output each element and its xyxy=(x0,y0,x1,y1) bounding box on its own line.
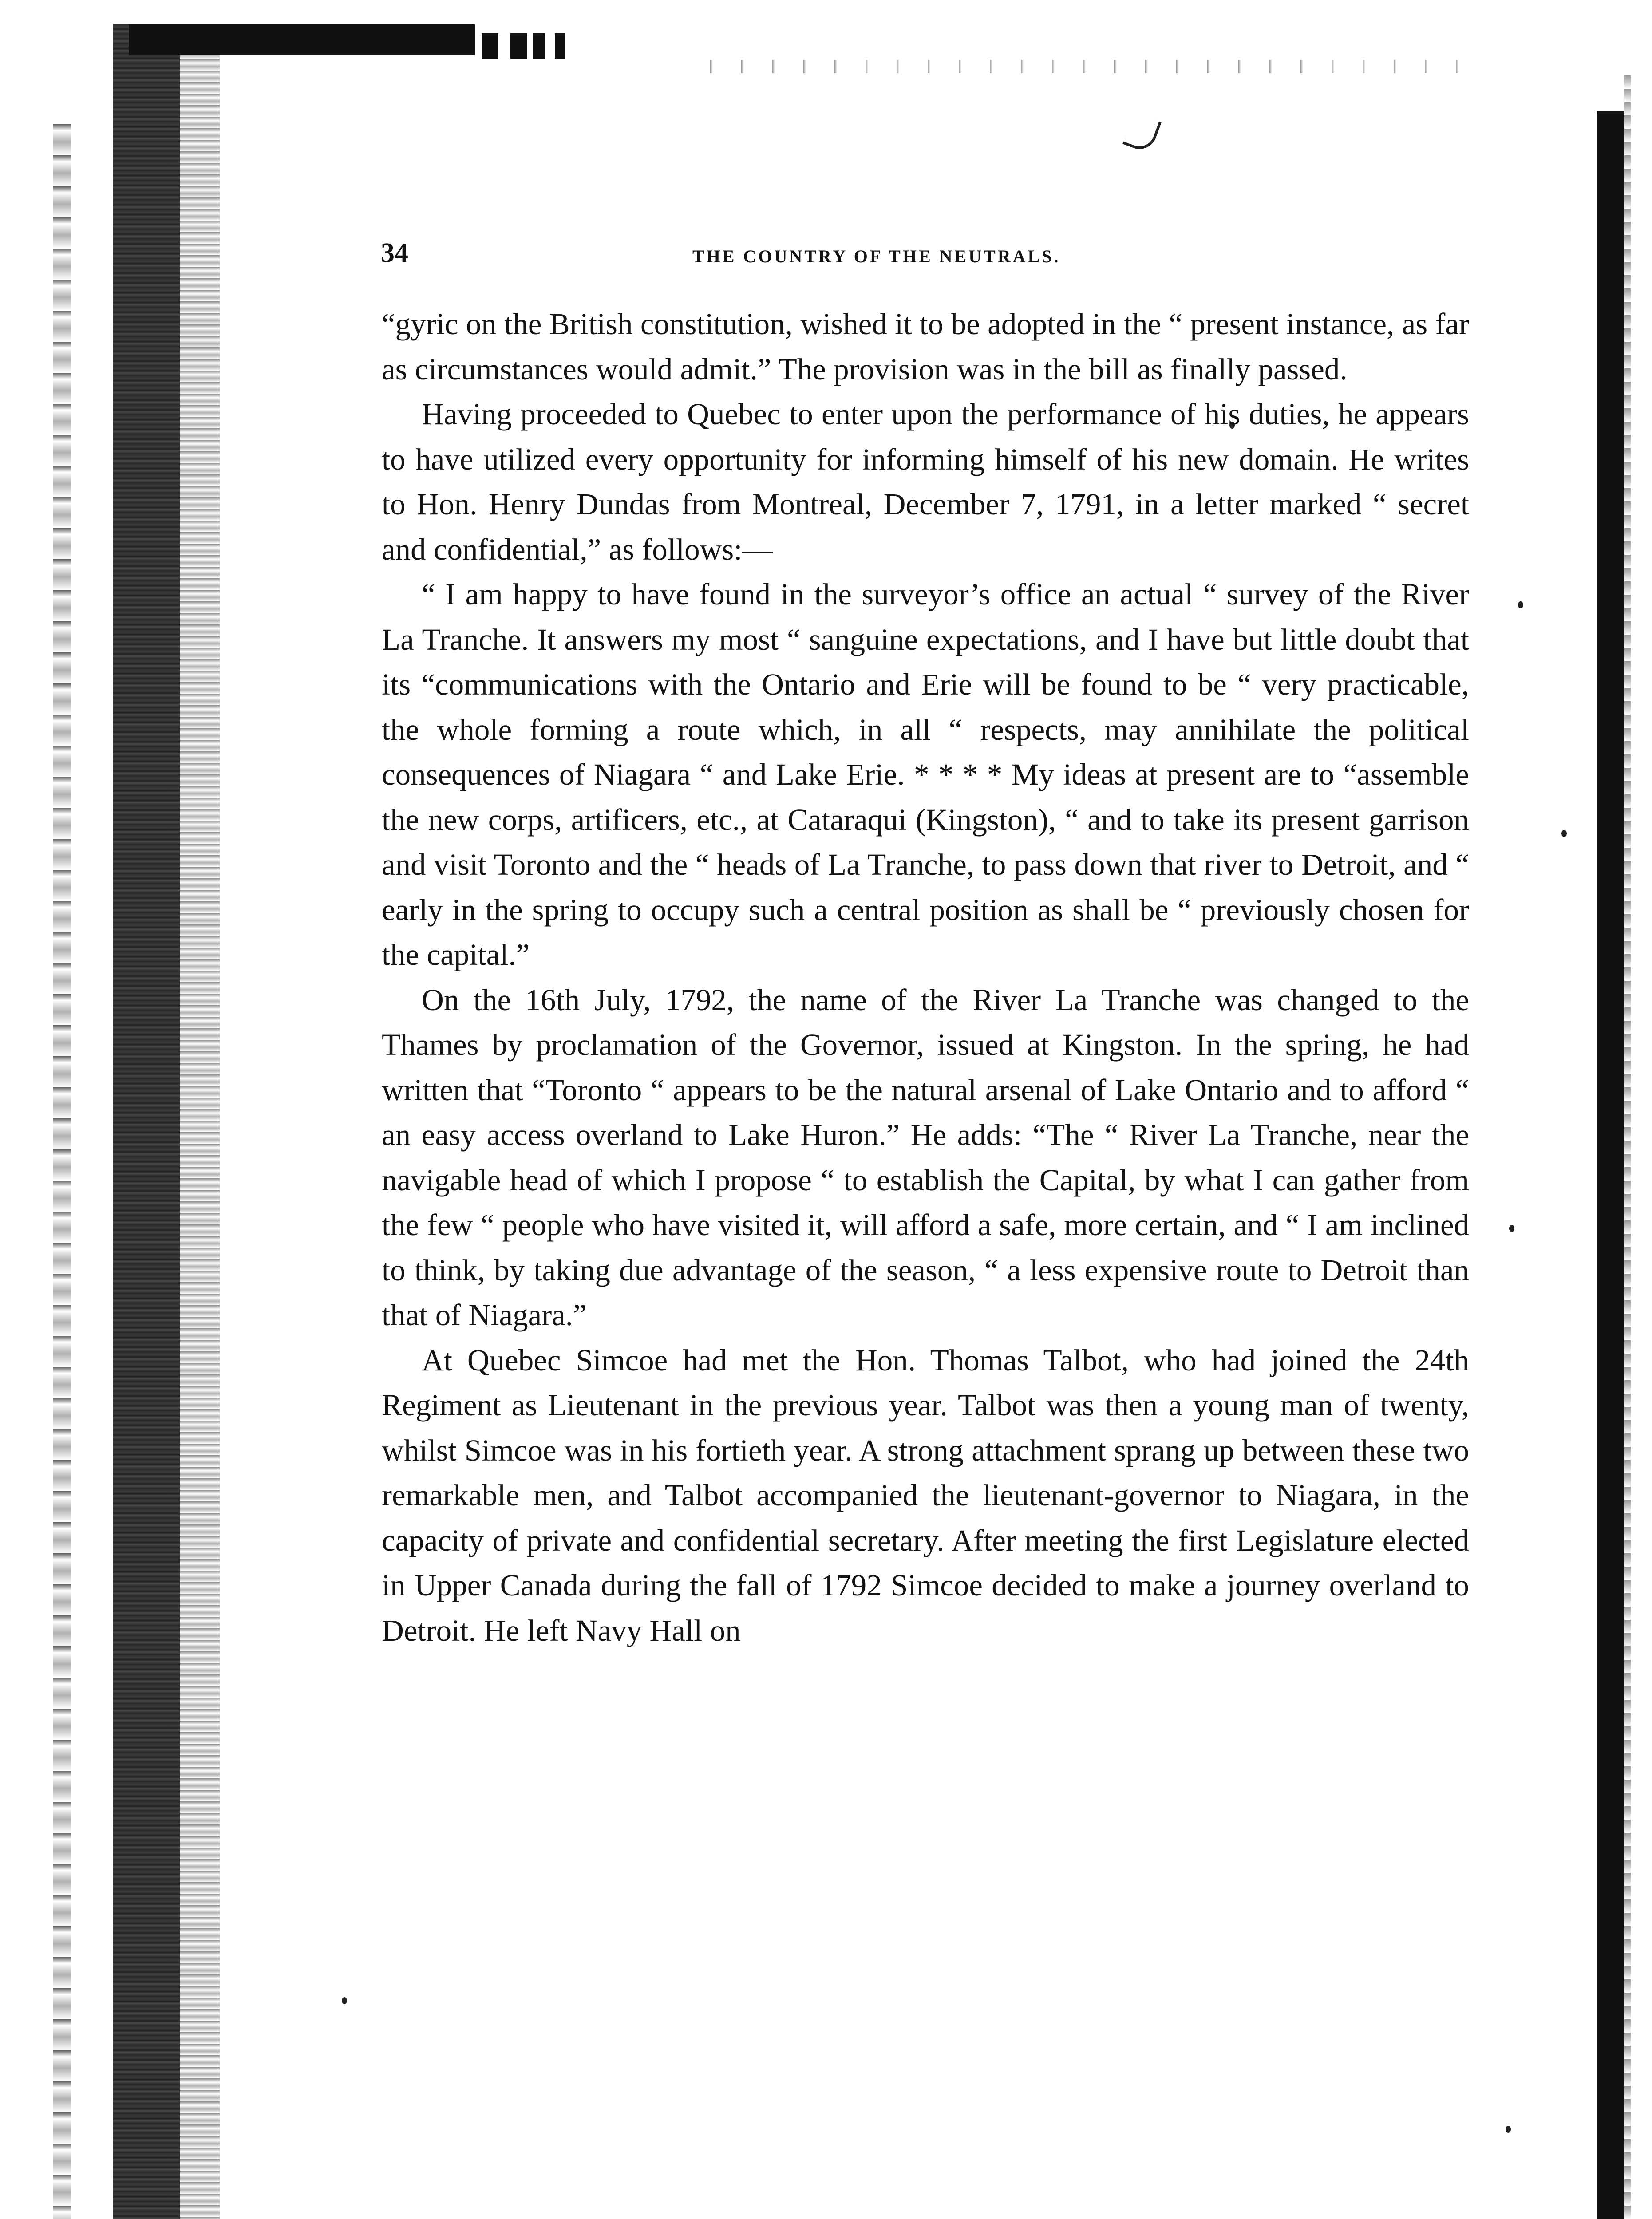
scan-dot xyxy=(1509,1225,1514,1232)
scan-right-edge xyxy=(1624,75,1631,2219)
paragraph: Having proceeded to Quebec to enter upon the performance of his duties, he appears to have utilized every opportunity for informing himself of his new domain. He writes to Hon. Henry Dundas from Montreal, December 7, 1791, in a letter marked “ secret and confidential,” as follows:— xyxy=(382,397,1469,566)
scan-binding-fade xyxy=(180,24,220,2219)
scan-margin-noise xyxy=(53,124,71,2219)
scan-speckle xyxy=(710,60,1465,73)
scan-binding-shadow xyxy=(113,24,180,2219)
scan-dot xyxy=(1561,830,1567,837)
body-text xyxy=(382,302,1469,1653)
scan-dot xyxy=(342,1997,347,2004)
running-title: THE COUNTRY OF THE NEUTRALS. xyxy=(692,246,1061,266)
scan-top-block xyxy=(482,33,498,59)
scan-dot xyxy=(1506,2126,1511,2133)
scan-top-block xyxy=(510,33,527,59)
running-head xyxy=(382,235,1469,271)
book-page xyxy=(382,235,1469,1653)
paragraph-quotation: “ I am happy to have found in the surveyor’s office an actual “ survey of the River La Tranche. It answers my most “ sanguine expectations, and I have but little doubt that its “communications with the Ontario and Erie will be found to be “ very practicable, the whole forming a route which, in all “ respects, may annihilate the political consequences of Niagara “ and Lake Erie. * * * * My ideas at present are to “assemble the new corps, artificers, etc., at Cataraqui (Kingston), “ and to take its present garrison and visit Toronto and the “ heads of La Tranche, to pass down that river to Detroit, and “ early in the spring to occupy such a central position as shall be “ previously chosen for the capital.” xyxy=(382,577,1469,971)
paragraph: On the 16th July, 1792, the name of the River La Tranche was changed to the Thames by proclamation of the Governor, issued at Kingston. In the spring, he had written that “Toronto “ appears to be the natural arsenal of Lake Ontario and to afford “ an easy access overland to Lake Huron.” He adds: “The “ River La Tranche, near the navigable head of which I propose “ to establish the Capital, by what I can gather from the few “ people who have visited it, will afford a safe, more certain, and “ I am inclined to think, by taking due advantage of the season, “ a less expensive route to Detroit than that of Niagara.” xyxy=(382,983,1469,1332)
paragraph-continued: “gyric on the British constitution, wished it to be adopted in the “ present instance, as far as circumstances would admit.” The provision was in the bill as finally passed. xyxy=(382,307,1469,386)
scan-dot xyxy=(1518,601,1523,608)
paragraph: At Quebec Simcoe had met the Hon. Thomas Talbot, who had joined the 24th Regiment as Lieutenant in the previous year. Talbot was then a young man of twenty, whilst Simcoe was in his fortieth year. A strong attachment sprang up between these two remarkable men, and Talbot accompanied the lieutenant-governor to Niagara, in the capacity of private and confidential secretary. After meeting the first Legislature elected in Upper Canada during the fall of 1792 Simcoe decided to make a journey overland to Detroit. He left Navy Hall on xyxy=(382,1343,1469,1647)
scan-top-block xyxy=(533,33,545,59)
scan-top-block xyxy=(555,33,565,59)
scan-right-shadow xyxy=(1597,111,1624,2219)
scan-top-bar xyxy=(129,24,475,55)
page-number: 34 xyxy=(381,238,408,268)
scan-pen-mark xyxy=(1122,112,1162,154)
